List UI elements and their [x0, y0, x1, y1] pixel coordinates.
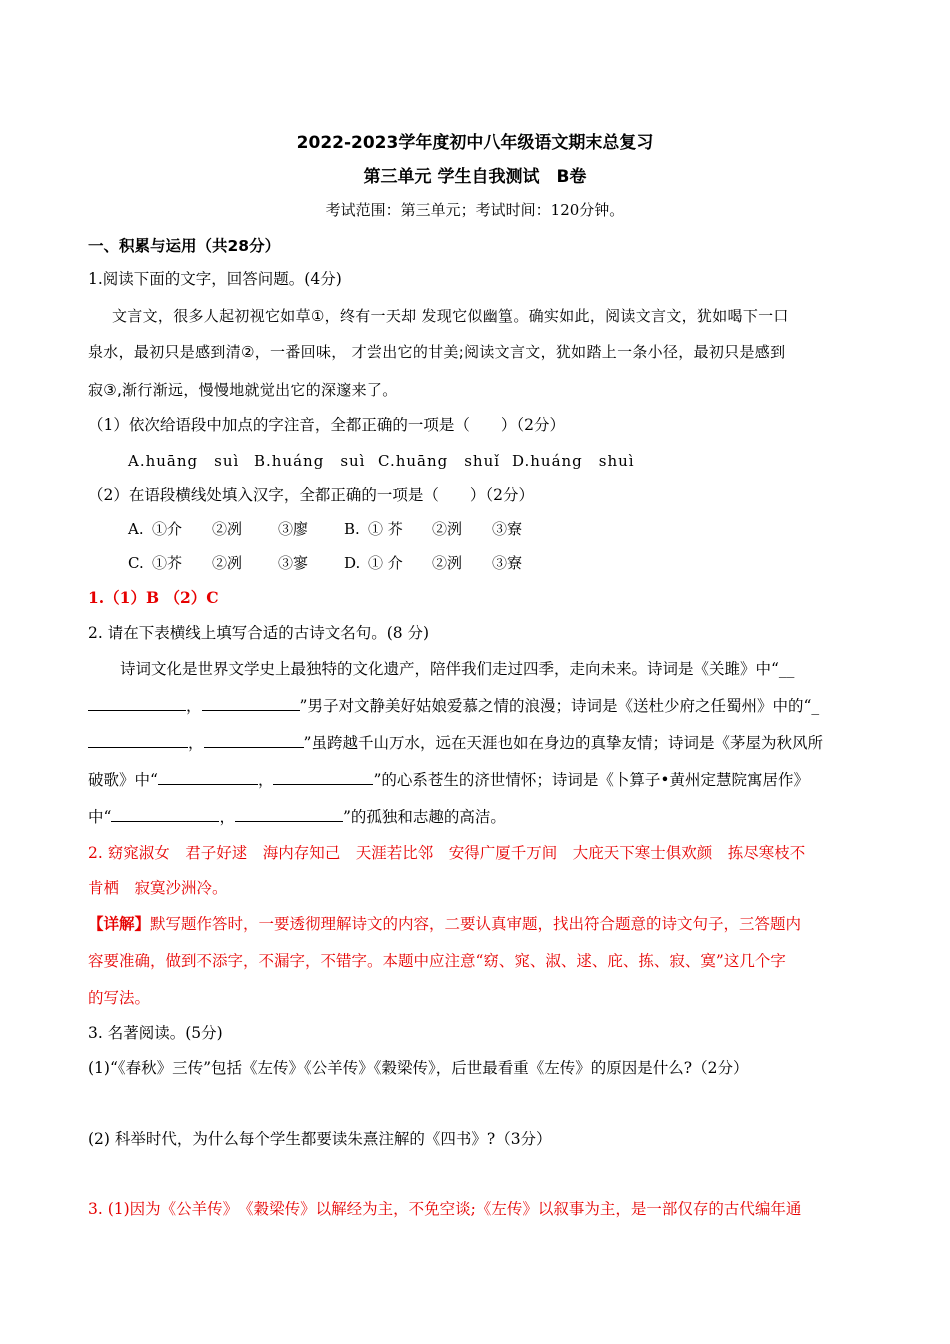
text-segment: ”男子对文静美好姑娘爱慕之情的浪漫；诗词是《送杜少府之任蜀州》中的“_: [299, 697, 820, 715]
document-title: 2022-2023学年度初中八年级语文期末总复习: [296, 133, 654, 153]
section-heading: 一、积累与运用（共28分）: [88, 237, 281, 255]
text-segment: ”虽跨越千山万水，远在天涯也如在身边的真挚友情；诗词是《茅屋为秋风所: [303, 734, 823, 752]
question-2-line-2: [88, 695, 866, 717]
blank[interactable]: [204, 733, 304, 748]
comma: ，: [257, 771, 274, 789]
question-3-sub-1: (1)“《春秋》三传”包括《左传》《公羊传》《穀梁传》，后世最看重《左传》的原因是什么?（2分）: [88, 1059, 749, 1077]
detail-tag: 【详解】: [88, 914, 151, 933]
option-a-2: ②冽: [212, 520, 243, 538]
option-c-2: ②冽: [212, 554, 243, 572]
detail-line-1: [88, 913, 866, 935]
text-segment: ”的孤独和志趣的高洁。: [342, 808, 506, 826]
blank[interactable]: [88, 733, 188, 748]
answer-2-line-1: 2. 窈窕淑女 君子好逑 海内存知己 天涯若比邻 安得广厦千万间 大庇天下寒士俱欢颜 拣尽寒枝不: [88, 844, 806, 862]
answer-2-line-2: 肯栖 寂寞沙洲冷。: [88, 879, 228, 897]
text-segment: 破歌》中“: [88, 771, 158, 789]
option-b-3: ③寮: [492, 520, 523, 538]
detail-line-2: 容要准确，做到不添字，不漏字，不错字。本题中应注意“窈、窕、淑、逑、庇、拣、寂、寞”这几个字: [88, 952, 786, 970]
option-a: A.huāng suì: [128, 452, 240, 470]
question-2-line-1: 诗词文化是世界文学史上最独特的文化遗产，陪伴我们走过四季，走向未来。诗词是《关雎》中“__: [120, 660, 795, 678]
option-c: C.huāng shuǐ: [378, 452, 501, 470]
option-d-1: ① 介: [368, 554, 403, 572]
blank[interactable]: [273, 770, 373, 785]
option-d-2: ②洌: [432, 554, 463, 572]
question-1-sub-2: （2）在语段横线处填入汉字，全都正确的一项是（ ）（2分）: [88, 486, 534, 504]
blank[interactable]: [158, 770, 258, 785]
question-2-stem: 2. 请在下表横线上填写合适的古诗文名句。(8 分): [88, 624, 430, 642]
answer-3: 3. (1)因为《公羊传》 《穀梁传》以解经为主，不免空谈;《左传》以叙事为主，是一部仅存的古代编年通: [88, 1200, 802, 1218]
document-subtitle: 第三单元 学生自我测试 B卷: [363, 167, 587, 187]
question-1-sub-1: （1）依次给语段中加点的字注音，全都正确的一项是（ ）（2分）: [88, 416, 565, 434]
option-c-1: ①芥: [152, 554, 183, 572]
question-2-line-3: [88, 732, 866, 754]
question-1-stem: 1.阅读下面的文字，回答问题。(4分): [88, 270, 342, 288]
text-segment: ”的心系苍生的济世情怀；诗词是《卜算子•黄州定慧院寓居作》: [373, 771, 810, 789]
comma: ，: [188, 734, 204, 752]
option-a-label: A.: [128, 520, 144, 538]
option-b-1: ① 芥: [368, 520, 403, 538]
option-a-3: ③廖: [278, 520, 309, 538]
option-b: B.huáng suì: [254, 452, 366, 470]
option-b-2: ②洌: [432, 520, 463, 538]
blank[interactable]: [88, 696, 186, 711]
blank[interactable]: [202, 696, 300, 711]
text-segment: 中“: [88, 808, 112, 826]
blank[interactable]: [111, 807, 219, 822]
option-c-3: ③寥: [278, 554, 309, 572]
question-3-stem: 3. 名著阅读。(5分): [88, 1024, 223, 1042]
comma: ，: [186, 697, 202, 715]
question-3-sub-2: (2) 科举时代，为什么每个学生都要读朱熹注解的《四书》?（3分）: [88, 1130, 552, 1148]
option-d-label: D.: [344, 554, 361, 572]
passage-line-1: 文言文，很多人起初视它如草①，终有一天却 发现它似幽篁。确实如此，阅读文言文，犹如喝下一口: [112, 307, 789, 325]
option-c-label: C.: [128, 554, 144, 572]
answer-1: 1.（1）B （2）C: [88, 588, 219, 607]
detail-text: 默写题作答时，一要透彻理解诗文的内容，二要认真审题，找出符合题意的诗文句子，三答题内: [150, 915, 802, 933]
option-d: D.huáng shuì: [512, 452, 635, 470]
option-b-label: B.: [344, 520, 360, 538]
question-2-line-5: [88, 806, 866, 828]
option-d-3: ③寮: [492, 554, 523, 572]
detail-line-3: 的写法。: [88, 989, 151, 1007]
comma: ，: [219, 808, 235, 826]
blank[interactable]: [235, 807, 343, 822]
passage-line-3: 寂③,渐行渐远，慢慢地就觉出它的深邃来了。: [88, 381, 398, 399]
option-a-1: ①介: [152, 520, 183, 538]
passage-line-2: 泉水，最初只是感到清②，一番回味， 才尝出它的甘美;阅读文言文，犹如踏上一条小径，最初只是感到: [88, 343, 786, 361]
question-2-line-4: [88, 769, 866, 791]
exam-scope: 考试范围：第三单元；考试时间：120分钟。: [325, 201, 625, 219]
